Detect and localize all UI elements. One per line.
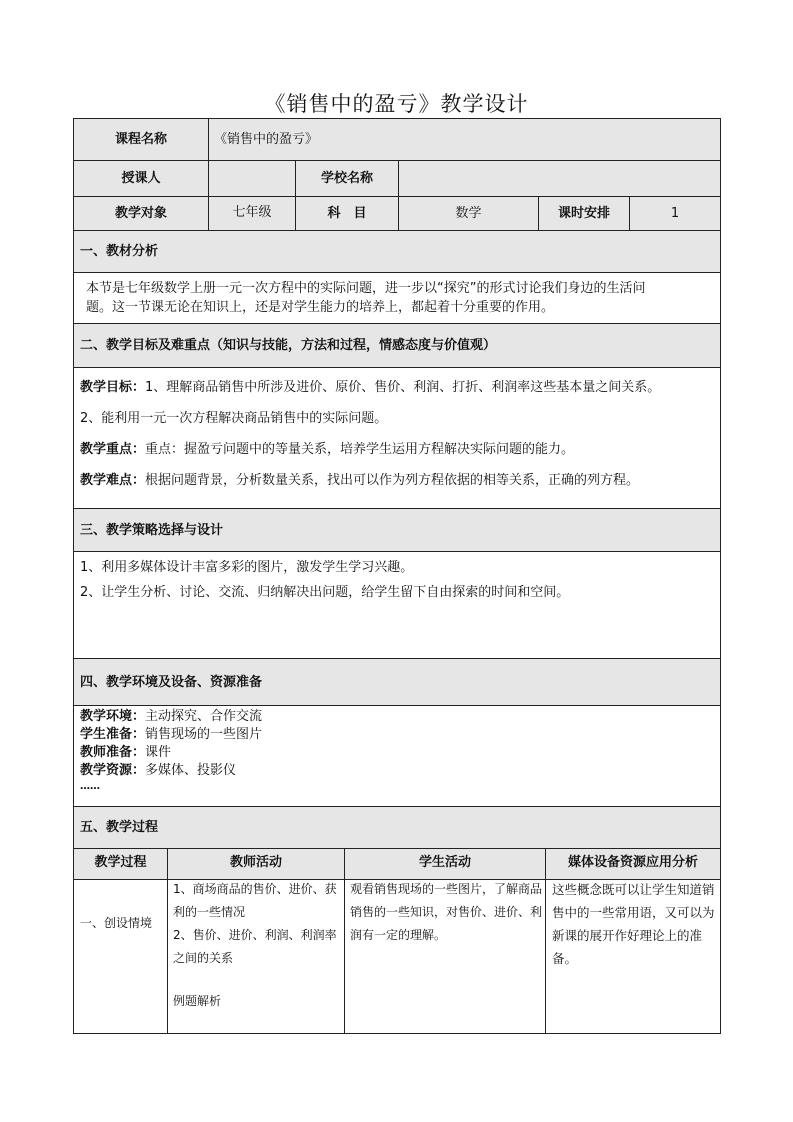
teacher-activity-line: 1、商场商品的售价、进价、获 [173, 882, 337, 896]
row-divider [73, 160, 721, 161]
resource-label: 教学资源： [80, 763, 146, 778]
class-hours-value: 1 [670, 206, 680, 221]
section3-heading: 三、教学策略选择与设计 [80, 523, 224, 538]
teaching-key-point [80, 442, 574, 458]
row-divider [73, 508, 721, 509]
course-name-label: 课程名称 [114, 132, 167, 147]
teaching-goal-text: 1、理解商品销售中所涉及进价、原价、售价、利润、打折、利润率这些基本量之间关系。 [145, 380, 661, 395]
process-col-teacher: 教师活动 [229, 855, 282, 870]
section2-heading: 二、教学目标及难重点（知识与技能，方法和过程，情感态度与价值观） [80, 338, 497, 353]
row-divider [73, 367, 721, 368]
key-point-text: 重点：握盈亏问题中的等量关系，培养学生运用方程解决实际问题的能力。 [145, 442, 575, 457]
teaching-target-label: 教学对象 [114, 206, 167, 221]
row-divider [73, 323, 721, 324]
strategy-item: 2、让学生分析、讨论、交流、归纳解决出问题，给学生留下自由探索的时间和空间。 [80, 585, 570, 600]
row-divider [73, 806, 721, 807]
teacher-prep-text: 课件 [145, 745, 172, 760]
teaching-target-value: 七年级 [232, 205, 272, 220]
process-col-stage: 教学过程 [94, 855, 147, 870]
teaching-goal-label: 教学目标： [80, 380, 146, 395]
teaching-goal [80, 380, 660, 396]
key-point-label: 教学重点： [80, 442, 146, 457]
media-analysis-line: 备。 [552, 951, 578, 966]
row-divider [73, 705, 721, 706]
row-divider [73, 196, 721, 197]
col-divider [167, 848, 168, 1034]
environment-label: 教学环境： [80, 709, 146, 724]
school-name-label: 学校名称 [320, 171, 373, 186]
media-analysis-line: 新课的展开作好理论上的准 [552, 928, 703, 943]
process-col-media: 媒体设备资源应用分析 [567, 855, 698, 870]
teacher-activity-line: 之间的关系 [173, 951, 234, 965]
teacher-activity-line: 2、售价、进价、利润、利润率 [173, 928, 337, 942]
row-divider [73, 272, 721, 273]
difficulty-label: 教学难点： [80, 473, 146, 488]
teaching-goal-2: 2、能利用一元一次方程解决商品销售中的实际问题。 [80, 411, 388, 426]
resource-line [80, 763, 236, 779]
student-activity-line: 观看销售现场的一些图片，了解商品 [350, 882, 543, 896]
resource-text: 多媒体、投影仪 [145, 763, 237, 778]
media-analysis-line: 这些概念既可以让学生知道销 [552, 882, 715, 897]
environment-line [80, 709, 262, 725]
teacher-prep-label: 教师准备： [80, 745, 146, 760]
strategy-item: 1、利用多媒体设计丰富多彩的图片，激发学生学习兴趣。 [80, 560, 414, 575]
course-name-value: 《销售中的盈亏》 [214, 132, 319, 147]
ellipsis: …… [80, 781, 100, 792]
section4-heading: 四、教学环境及设备、资源准备 [80, 675, 263, 690]
student-activity-line: 润有一定的理解。 [350, 928, 447, 942]
section1-line: 题。这一节课无论在知识上，还是对学生能力的培养上，都起着十分重要的作用。 [86, 300, 555, 315]
class-hours-label: 课时安排 [557, 206, 610, 221]
section5-heading: 五、教学过程 [80, 820, 159, 835]
document-title: 《销售中的盈亏》教学设计 [264, 92, 529, 116]
teaching-difficulty [80, 473, 639, 489]
difficulty-text: 根据问题背景，分析数量关系，找出可以作为列方程依据的相等关系，正确的列方程。 [145, 473, 640, 488]
student-activity-line: 销售的一些知识，对售价、进价、利 [350, 905, 543, 919]
student-prep-label: 学生准备： [80, 727, 146, 742]
section1-line: 本节是七年级数学上册一元一次方程中的实际问题，进一步以“探究”的形式讨论我们身边的生活问 [86, 281, 646, 296]
col-divider [208, 118, 209, 160]
col-divider [344, 848, 345, 1034]
environment-text: 主动探究、合作交流 [145, 709, 263, 724]
teacher-activity-line: 利的一些情况 [173, 905, 246, 919]
row-divider [73, 848, 721, 849]
student-prep-text: 销售现场的一些图片 [145, 727, 263, 742]
teacher-prep-line [80, 745, 171, 761]
process-stage: 一、创设情境 [80, 916, 153, 930]
row-divider [73, 230, 721, 231]
teacher-activity-line: 例题解析 [173, 994, 222, 1008]
teacher-label: 授课人 [121, 171, 161, 186]
process-col-student: 学生活动 [418, 855, 471, 870]
subject-label: 科 目 [327, 206, 367, 221]
student-prep-line [80, 727, 262, 743]
row-divider [73, 551, 721, 552]
col-divider [545, 848, 546, 1034]
subject-value: 数学 [455, 206, 482, 221]
section1-heading: 一、教材分析 [80, 244, 159, 259]
media-analysis-line: 售中的一些常用语，又可以为 [552, 905, 715, 920]
row-divider [73, 658, 721, 659]
